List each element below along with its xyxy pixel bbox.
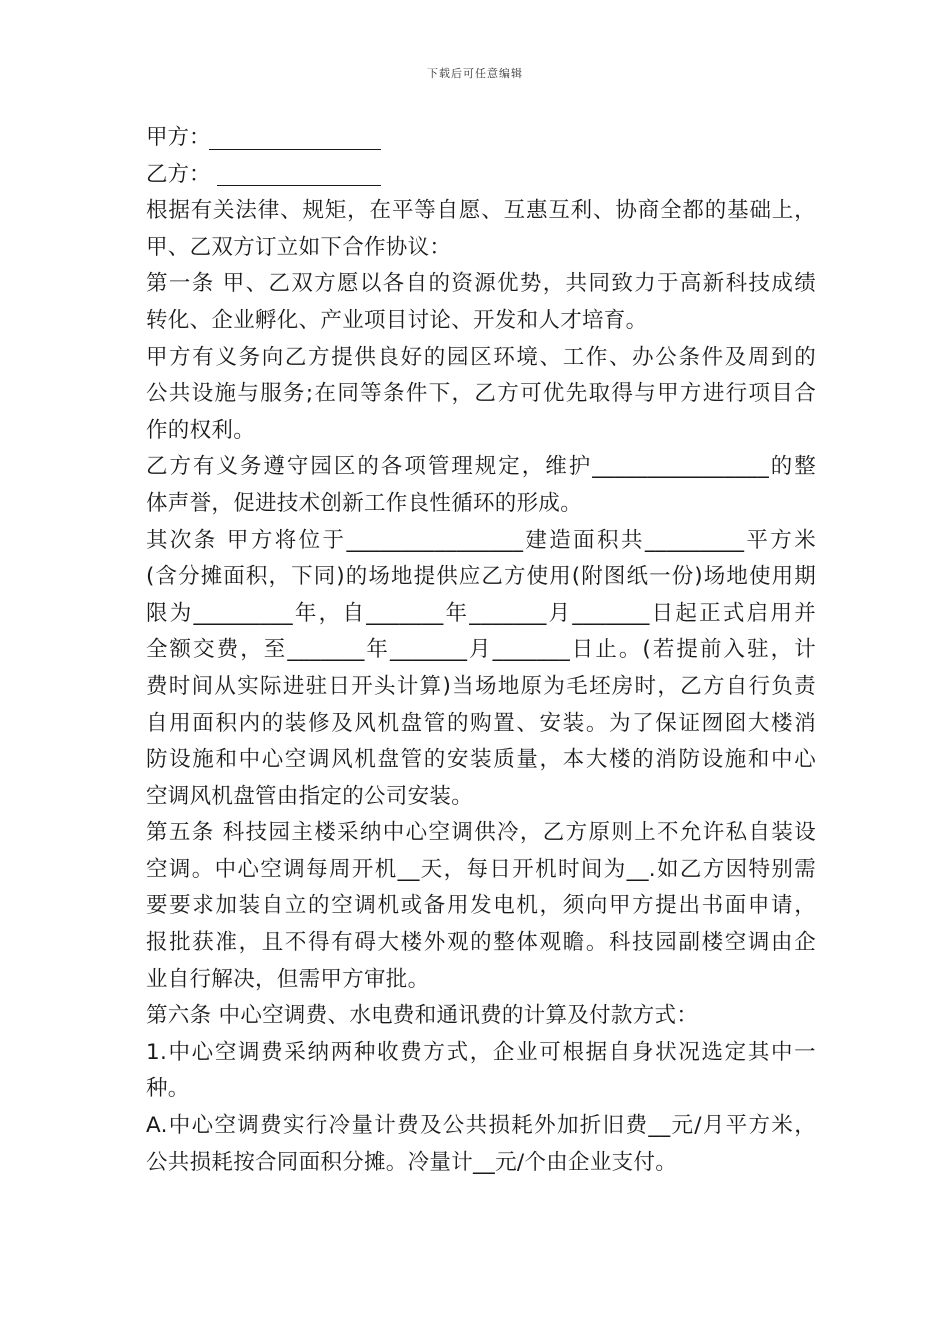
text-line: 空调风机盘管由指定的公司安装。	[146, 783, 474, 809]
text-line: 限为_________年，自_______年_______月_______日起正式启用并	[146, 600, 816, 626]
party-a-label: 甲方：	[146, 125, 211, 150]
text-line: 甲方有义务向乙方提供良好的园区环境、工作、办公条件及周到的	[146, 344, 816, 370]
text-line: 转化、企业孵化、产业项目讨论、开发和人才培育。	[146, 307, 648, 333]
party-b-line	[146, 157, 816, 194]
text-line: 体声誉，促进技术创新工作良性循环的形成。	[146, 490, 583, 516]
text-line: 空调。中心空调每周开机__天，每日开机时间为__.如乙方因特别需	[146, 856, 816, 882]
text-line: 种。	[146, 1076, 190, 1102]
text-line: 乙方有义务遵守园区的各项管理规定，维护________________的整	[146, 454, 816, 480]
text-line: 甲、乙双方订立如下合作协议：	[146, 234, 452, 260]
text-line: 全额交费，至_______年_______月_______日止。(若提前入驻，计	[146, 637, 816, 663]
party-a-line	[146, 120, 816, 157]
text-line: 1.中心空调费采纳两种收费方式，企业可根据自身状况选定其中一	[146, 1039, 816, 1065]
text-line: 公共损耗按合同面积分摊。冷量计__元/个由企业支付。	[146, 1149, 678, 1175]
text-line: (含分摊面积，下同)的场地提供应乙方使用(附图纸一份)场地使用期	[146, 564, 816, 590]
text-line: 第一条 甲、乙双方愿以各自的资源优势，共同致力于高新科技成绩	[146, 271, 816, 297]
text-line: 费时间从实际进驻日开头计算)当场地原为毛坯房时，乙方自行负责	[146, 673, 816, 699]
text-line: 业自行解决，但需甲方审批。	[146, 966, 430, 992]
text-line: 要要求加装自立的空调机或备用发电机，须向甲方提出书面申请，	[146, 893, 816, 919]
text-line: 自用面积内的装修及风机盘管的购置、安装。为了保证囫囵大楼消	[146, 710, 816, 736]
party-b-label: 乙方：	[146, 161, 211, 187]
text-line: 第六条 中心空调费、水电费和通讯费的计算及付款方式：	[146, 1003, 699, 1029]
text-line: 其次条 甲方将位于________________建造面积共_________平方米	[146, 527, 816, 553]
party-b-blank	[217, 163, 381, 186]
page-header-note: 下载后可任意编辑	[427, 67, 523, 80]
text-line: 防设施和中心空调风机盘管的安装质量，本大楼的消防设施和中心	[146, 747, 816, 773]
text-line: 报批获准，且不得有碍大楼外观的整体观瞻。科技园副楼空调由企	[146, 930, 816, 956]
contract-body	[146, 120, 816, 1181]
text-line: 第五条 科技园主楼采纳中心空调供冷，乙方原则上不允许私自装设	[146, 820, 816, 846]
party-a-blank	[209, 127, 381, 150]
text-line: 根据有关法律、规矩，在平等自愿、互惠互利、协商全都的基础上，	[146, 198, 816, 224]
text-line: 作的权利。	[146, 417, 256, 443]
text-line: 公共设施与服务;在同等条件下，乙方可优先取得与甲方进行项目合	[146, 381, 816, 407]
text-line: A.中心空调费实行冷量计费及公共损耗外加折旧费__元/月平方米，	[146, 1113, 816, 1139]
